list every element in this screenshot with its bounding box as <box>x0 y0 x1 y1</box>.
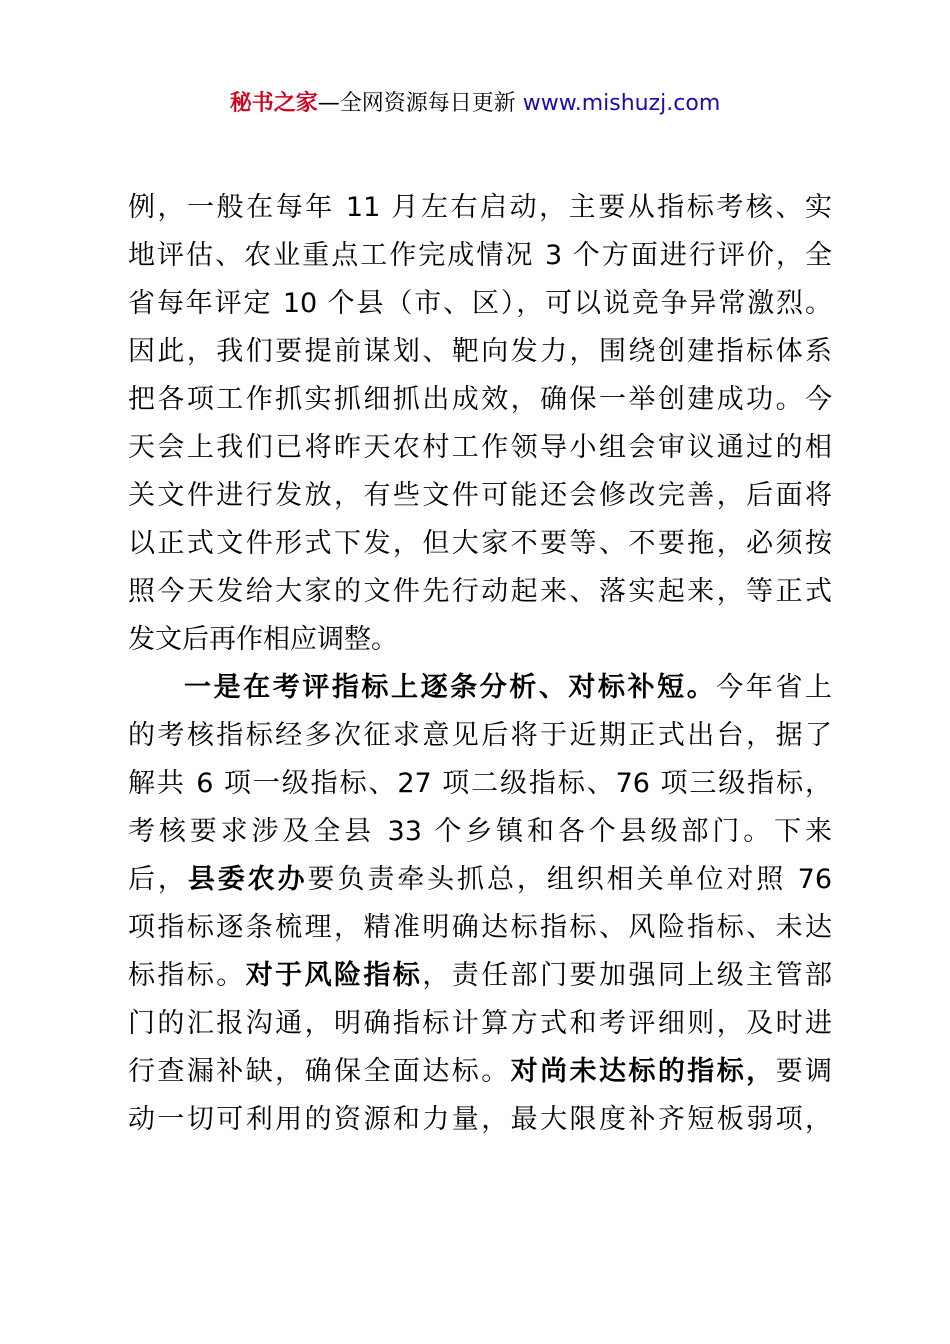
paragraph-line: 省每年评定 10 个县（市、区），可以说竞争异常激烈。 <box>128 288 832 319</box>
line-text: 行查漏补缺，确保全面达标。 <box>128 1056 511 1087</box>
paragraph-line: 地评估、农业重点工作完成情况 3 个方面进行评价，全 <box>128 240 832 271</box>
paragraph-line: 考核要求涉及全县 33 个乡镇和各个县级部门。下来 <box>128 816 832 847</box>
paragraph-line: 因此，我们要提前谋划、靶向发力，围绕创建指标体系 <box>128 336 832 367</box>
paragraph-line: 天会上我们已将昨天农村工作领导小组会审议通过的相 <box>128 432 832 463</box>
brand-name: 秘书之家 <box>229 91 318 116</box>
paragraph-line: 项指标逐条梳理，精准明确达标指标、风险指标、未达 <box>128 912 832 943</box>
paragraph-line: 例，一般在每年 11 月左右启动，主要从指标考核、实 <box>128 192 832 223</box>
paragraph-line <box>128 664 832 712</box>
emphasis-text: 对于风险指标 <box>245 960 423 991</box>
emphasis-text: 县委农办 <box>187 864 308 895</box>
line-text: 要负责牵头抓总，组织相关单位对照 76 <box>307 864 833 895</box>
paragraph-line: 以正式文件形式下发，但大家不要等、不要拖，必须按 <box>128 528 832 559</box>
page-header <box>0 88 950 120</box>
line-text: 今年省上 <box>716 672 833 703</box>
section-heading: 一是在考评指标上逐条分析、对标补短。 <box>184 672 717 703</box>
line-text: ，责任部门要加强同上级主管部 <box>422 960 833 991</box>
emphasis-text: 对尚未达标的指标， <box>510 1056 776 1087</box>
paragraph-line: 动一切可利用的资源和力量，最大限度补齐短板弱项， <box>128 1104 832 1135</box>
paragraph-line: 照今天发给大家的文件先行动起来、落实起来，等正式 <box>128 576 832 607</box>
paragraph-line: 关文件进行发放，有些文件可能还会修改完善，后面将 <box>128 480 832 511</box>
paragraph-line: 把各项工作抓实抓细抓出成效，确保一举创建成功。今 <box>128 384 832 415</box>
document-body <box>128 184 832 1144</box>
paragraph-line: 门的汇报沟通，明确指标计算方式和考评细则，及时进 <box>128 1008 832 1039</box>
paragraph-line <box>128 856 832 904</box>
line-text: 要调 <box>775 1056 833 1087</box>
site-url-link[interactable]: www.mishuzj.com <box>522 91 721 116</box>
header-tagline: —全网资源每日更新 <box>317 91 516 116</box>
paragraph-line: 解共 6 项一级指标、27 项二级指标、76 项三级指标， <box>128 768 832 799</box>
paragraph-line: 的考核指标经多次征求意见后将于近期正式出台，据了 <box>128 720 832 751</box>
line-text: 标指标。 <box>128 960 246 991</box>
paragraph-line <box>128 1048 832 1096</box>
paragraph-line <box>128 952 832 1000</box>
line-text: 后， <box>128 864 188 895</box>
paragraph-line: 发文后再作相应调整。 <box>128 624 398 655</box>
